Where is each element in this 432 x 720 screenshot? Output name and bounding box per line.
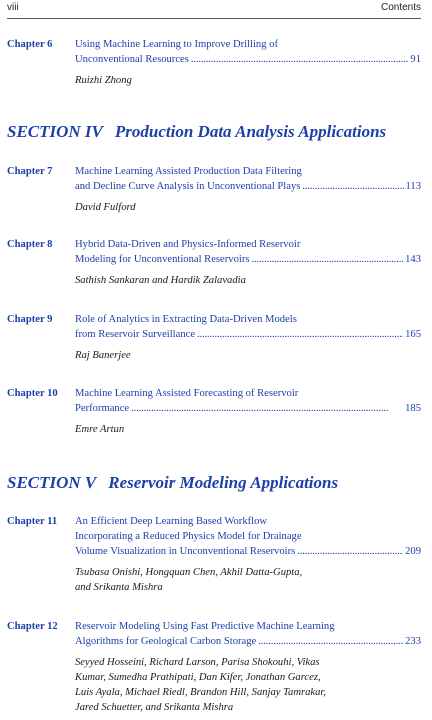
author-line: and Srikanta Mishra (75, 582, 163, 593)
dot-leader (258, 634, 403, 649)
section-title: Production Data Analysis Applications (114, 122, 387, 141)
toc-entry-chapter-7[interactable] (7, 164, 421, 215)
page-ref[interactable]: 143 (405, 254, 421, 265)
chapter-title-line-last (75, 634, 421, 649)
dot-leader (297, 544, 403, 559)
chapter-title[interactable] (75, 164, 421, 194)
toc-entry-chapter-9[interactable] (7, 312, 421, 363)
author-line: Seyyed Hosseini, Richard Larson, Parisa Shokouhi, Vikas (75, 657, 320, 668)
chapter-authors (75, 422, 421, 437)
page-header (7, 2, 421, 16)
dot-leader (302, 179, 403, 194)
chapter-authors (75, 348, 421, 363)
author-line: Sathish Sankaran and Hardik Zalavadia (75, 275, 246, 286)
chapter-title[interactable] (75, 386, 421, 416)
dot-leader (191, 52, 409, 67)
chapter-title-line-last (75, 252, 421, 267)
chapter-title-line: and Decline Curve Analysis in Unconventional Plays (75, 181, 301, 192)
chapter-authors (75, 565, 421, 595)
page-ref[interactable]: 113 (405, 181, 421, 192)
section-title: Reservoir Modeling Applications (108, 473, 339, 492)
author-line: Raj Banerjee (75, 350, 131, 361)
toc-entry-chapter-8[interactable] (7, 237, 421, 288)
author-line: Ruizhi Zhong (75, 75, 132, 86)
chapter-title-line: Volume Visualization in Unconventional Reservoirs (75, 546, 296, 557)
section-label: SECTION V (7, 473, 97, 492)
chapter-number: Chapter 8 (7, 239, 53, 250)
dot-leader (251, 252, 403, 267)
chapter-title-line-last (75, 179, 421, 194)
page-ref[interactable]: 185 (405, 403, 421, 414)
header-rule (7, 18, 421, 19)
chapter-title-line: An Efficient Deep Learning Based Workflow (75, 516, 268, 527)
author-line: Kumar, Sumedha Prathipati, Dan Kifer, Jonathan Garcez, (75, 672, 321, 683)
chapter-title[interactable] (75, 312, 421, 342)
chapter-title-line: Reservoir Modeling Using Fast Predictive Machine Learning (75, 621, 335, 632)
chapter-title[interactable] (75, 619, 421, 649)
chapter-authors (75, 655, 421, 715)
author-line: Emre Artun (75, 424, 125, 435)
toc-entry-chapter-12[interactable] (7, 619, 421, 715)
chapter-authors (75, 200, 421, 215)
chapter-title-line: Machine Learning Assisted Forecasting of Reservoir (75, 388, 299, 399)
toc-entry-chapter-11[interactable] (7, 514, 421, 595)
chapter-title-line-last (75, 544, 421, 559)
chapter-title[interactable] (75, 514, 421, 559)
dot-leader (197, 327, 403, 342)
chapter-title-line: Unconventional Resources (75, 54, 189, 65)
chapter-title-line-last (75, 327, 421, 342)
chapter-authors (75, 73, 421, 88)
section-label: SECTION IV (7, 122, 103, 141)
page-ref[interactable]: 91 (410, 54, 421, 65)
chapter-title[interactable] (75, 237, 421, 267)
section-heading-v (7, 473, 421, 493)
chapter-title-line-last (75, 401, 421, 416)
section-heading-iv (7, 122, 421, 142)
author-line: Jared Schuetter, and Srikanta Mishra (75, 702, 234, 713)
toc-entry-chapter-10[interactable] (7, 386, 421, 437)
chapter-authors (75, 273, 421, 288)
running-title: Contents (380, 2, 421, 13)
chapter-title-line: Algorithms for Geological Carbon Storage (75, 636, 257, 647)
chapter-number: Chapter 12 (7, 621, 58, 632)
chapter-title-line-last (75, 52, 421, 67)
author-line: Tsubasa Onishi, Hongquan Chen, Akhil Datta-Gupta, (75, 567, 303, 578)
chapter-title-line: Modeling for Unconventional Reservoirs (75, 254, 250, 265)
chapter-number: Chapter 7 (7, 166, 53, 177)
chapter-title-line: Role of Analytics in Extracting Data-Driven Models (75, 314, 297, 325)
page-ref[interactable]: 165 (405, 329, 421, 340)
page-ref[interactable]: 233 (405, 636, 421, 647)
toc-entry-chapter-6[interactable] (7, 37, 421, 88)
chapter-number: Chapter 9 (7, 314, 53, 325)
chapter-number: Chapter 6 (7, 39, 53, 50)
toc-page (7, 0, 421, 720)
chapter-title-line: Performance (75, 403, 130, 414)
chapter-title-line: from Reservoir Surveillance (75, 329, 196, 340)
chapter-title-line: Machine Learning Assisted Production Data Filtering (75, 166, 302, 177)
chapter-number: Chapter 11 (7, 516, 58, 527)
author-line: David Fulford (75, 202, 136, 213)
chapter-number: Chapter 10 (7, 388, 58, 399)
chapter-title-line: Hybrid Data-Driven and Physics-Informed Reservoir (75, 239, 301, 250)
dot-leader (131, 401, 403, 416)
page-ref[interactable]: 209 (405, 546, 421, 557)
chapter-title-line: Using Machine Learning to Improve Drilling of (75, 39, 278, 50)
chapter-title-line: Incorporating a Reduced Physics Model for Drainage (75, 531, 302, 542)
page-number: viii (7, 2, 19, 13)
author-line: Luis Ayala, Michael Riedl, Brandon Hill, Sanjay Tamrakar, (75, 687, 327, 698)
chapter-title[interactable] (75, 37, 421, 67)
